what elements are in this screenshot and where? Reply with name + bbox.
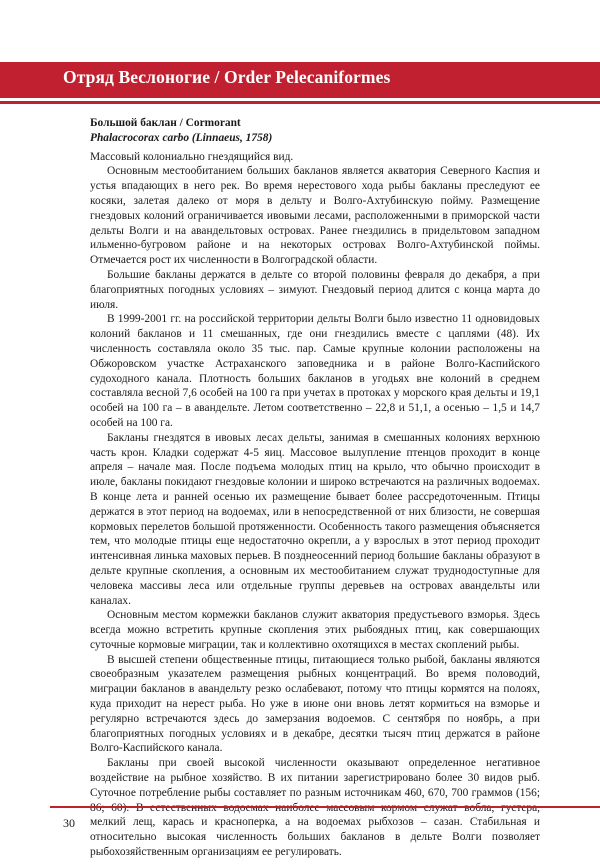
paragraph: В высшей степени общественные птицы, питающиеся только рыбой, бакланы являются своеобразным указателем размещения рыбных концентраций. Во время половодий, миграции бакланов в авандельту резко ослабевают, потому что птицы кормятся на полоях, куда приходит на нерест рыба. Но уже в июне они вновь летят кормиться на взморье и регулярно встречаются здесь до замерзания водоемов. С сентября по ноябрь, а при благоприятных погодных условиях и в декабре, десятки тысяч птиц держатся в районе Волго-Каспийского канала.: [90, 653, 540, 755]
paragraph: Массовый колониально гнездящийся вид.: [90, 150, 294, 163]
paragraph: Бакланы при своей высокой численности оказывают определенное негативное воздействие на рыбное хозяйство. В их питании зарегистрировано более 30 видов рыб. Суточное потребление рыбы составляет по разным источникам 460, 670, 700 граммов (156; мелкий лещ, карась и красноперка, а на водоемах рыбхозов – сазан. Стабильная и относительно высокая численность больших бакланов в дельте Волги позволяет рыбохозяйственным организациям ее регулировать.: [90, 757, 540, 859]
page-number: 30: [63, 816, 75, 830]
species-latin-name: Phalacrocorax carbo (Linnaeus, 1758): [90, 131, 273, 144]
header-rule: [0, 101, 600, 104]
article-body: [90, 116, 540, 860]
species-title: Большой баклан / Cormorant: [90, 117, 241, 129]
paragraph: В 1999-2001 гг. на российской территории дельты Волги было известно 11 одновидовых колоний бакланов и 11 смешанных, где они гнездились вместе с цаплями (48). Их численность составляла около 35 тыс. пар. Самые крупные колонии расположены на Обжоровском участке Астраханского заповедника и в районе Волго-Каспийского судоходного канала. Плотность больших бакланов в угодьях вне колоний в среднем составляла весной 7,6 особей на 100 га при учетах в протоках у морского края дельты и 19,1 особей на 100 га – в авандельте. Летом соответственно – 22,8 и 51,1, а осенью – 1,5 и 14,7 особей на 100 га.: [90, 313, 540, 429]
paragraph: Основным местом кормежки бакланов служит акватория предустьевого взморья. Здесь всегда можно встретить крупные скопления этих рыбоядных птиц, как совершающих суточные кормовые миграции, так и коллективно охотящихся в местах скоплений рыбы.: [90, 609, 540, 651]
footer-rule: [50, 806, 600, 808]
paragraph: Основным местообитанием больших бакланов является акватория Северного Каспия и устья впадающих в него рек. Во время нерестового хода рыбы бакланы преследуют ее косяки, залетая далеко от моря в дельту и Волго-Ахтубинскую пойму. Размещение гнездовых колоний ограничивается ивовыми лесами, расположенными в приморской части дельты Волги и на авандельтовых островах. Ранее гнездились в придельтовом западном ильменно-бугровом районе и на некоторых островах Волго-Ахтубинской поймы. Отмечается рост их численности в Волгоградской области.: [90, 165, 540, 267]
paragraph: Большие бакланы держатся в дельте со второй половины февраля до декабря, а при благоприятных погодных условиях – зимуют. Гнездовый период длится с конца марта до июля.: [90, 268, 540, 311]
chapter-title: Отряд Веслоногие / Order Pelecaniformes: [63, 67, 391, 87]
paragraph: Бакланы гнездятся в ивовых лесах дельты, занимая в смешанных колониях верхнюю часть крон. Кладки содержат 4-5 яиц. Массовое вылупление птенцов проходит в конце апреля – начале мая. После подъема молодых птиц на крыло, что обычно происходит в июле, бакланы покидают гнездовые колонии и широко встречаются на различных водоемах. В конце лета и ранней осенью их размещение бывает более рассредоточенным. Птицы держатся в этот период на водоемах, или в непосредственной от них близости, не совершая кормовых перелетов большой протяженности. Особенность такого размещения объясняется тем, что молодые птицы еще недостаточно окрепли, а у взрослых в этот период проходит интенсивная линька маховых перьев. В позднеосенний период большие бакланы образуют в дельте крупные скопления, а основным их местообитанием служат труднодоступные для человека массивы леса или отдельные группы деревьев на островах авандельты или каналах.: [90, 431, 540, 607]
